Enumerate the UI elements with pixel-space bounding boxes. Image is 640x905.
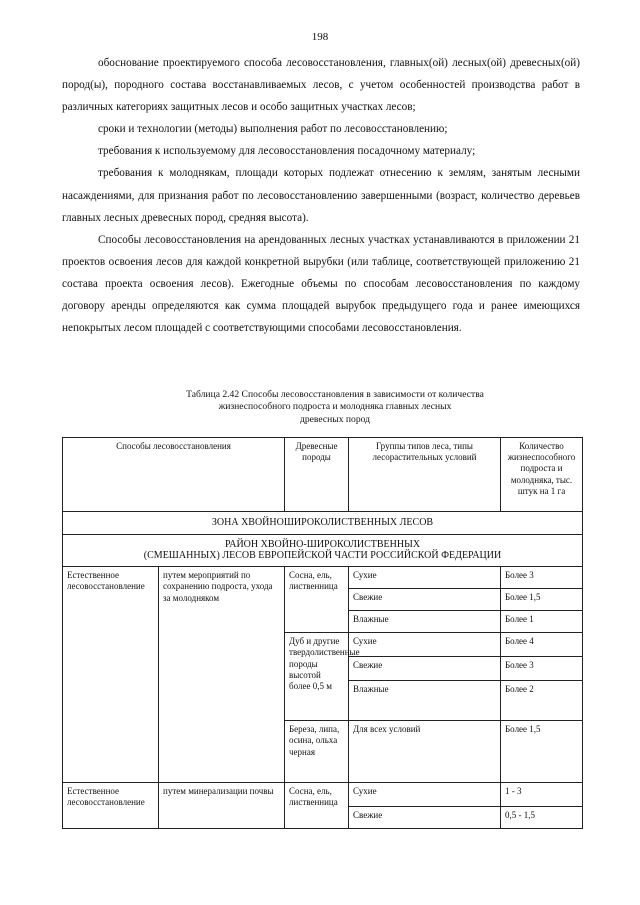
- paragraph: обоснование проектируемого способа лесовосстановления, главных(ой) лесных(ой) древесных(ой) пород(ы), породного состава восстанавливаемых лесов, с учетом особенностей производства работ в различных категориях защитных лесов и особо защитных участках лесов;: [62, 57, 580, 114]
- quantity-cell: Более 1: [501, 611, 583, 633]
- region-title-line: (СМЕШАННЫХ) ЛЕСОВ ЕВРОПЕЙСКОЙ ЧАСТИ РОССИЙСКОЙ ФЕДЕРАЦИИ: [143, 550, 502, 562]
- table-row: [63, 783, 583, 807]
- condition-cell: Свежие: [349, 589, 501, 611]
- quantity-cell: Более 1,5: [501, 589, 583, 611]
- caption-line: жизнеспособного подроста и молодняка главных лесных: [218, 401, 452, 413]
- page-number: 198: [311, 31, 329, 43]
- region-row: [63, 535, 583, 567]
- species-cell: Сосна, ель, лиственница: [285, 567, 349, 633]
- caption-line: Таблица 2.42 Способы лесовосстановления в зависимости от количества: [186, 389, 484, 400]
- header-methods: Способы лесовосстановления: [63, 438, 285, 512]
- zone-row: [63, 512, 583, 535]
- table-header-row: [63, 438, 583, 512]
- paragraph: сроки и технологии (методы) выполнения работ по лесовосстановлению;: [98, 123, 448, 136]
- quantity-cell: Более 3: [501, 657, 583, 681]
- paragraph: Способы лесовосстановления на арендованных лесных участках устанавливаются в приложении 21 проектов освоения лесов для каждой конкретной вырубки (или таблице, соответствующей приложению 21 состава проекта освоения лесов). Ежегодные объемы по способам лесовосстановления по каждому договору аренды определяются как сумма площадей вырубок предыдущего года и ранее имеющихся непокрытых лесом площадей с соответствующими способами лесовосстановления.: [62, 233, 580, 335]
- table-row: [63, 567, 583, 589]
- header-quantity: Количество жизнеспособного подроста и молодняка, тыс. штук на 1 га: [501, 438, 583, 512]
- condition-cell: Сухие: [349, 783, 501, 807]
- method-cell: Естественное лесовосстановление: [63, 567, 159, 783]
- paragraph: требования к молоднякам, площади которых подлежат отнесению к землям, занятым лесными насаждениями, для признания работ по лесовосстановлению завершенными (возраст, количество деревьев главных лесных древесных пород, средняя высота).: [62, 167, 580, 224]
- forest-restoration-table: [62, 437, 583, 829]
- zone-title: ЗОНА ХВОЙНОШИРОКОЛИСТВЕННЫХ ЛЕСОВ: [63, 512, 583, 535]
- species-cell: Сосна, ель, лиственница: [285, 783, 349, 829]
- condition-cell: Свежие: [349, 807, 501, 829]
- table-caption: [170, 389, 500, 426]
- condition-cell: Сухие: [349, 633, 501, 657]
- species-cell: Береза, липа, осина, ольха черная: [285, 721, 349, 783]
- condition-cell: Влажные: [349, 681, 501, 721]
- caption-line: древесных пород: [299, 413, 371, 425]
- species-cell: Дуб и другие твердолиственные породы высотой более 0,5 м: [285, 633, 349, 721]
- submethod-cell: путем минерализации почвы: [159, 783, 285, 829]
- condition-cell: Свежие: [349, 657, 501, 681]
- condition-cell: Сухие: [349, 567, 501, 589]
- quantity-cell: Более 2: [501, 681, 583, 721]
- condition-cell: Для всех условий: [349, 721, 501, 783]
- body-text: [62, 52, 580, 339]
- region-title-line: РАЙОН ХВОЙНО-ШИРОКОЛИСТВЕННЫХ: [224, 539, 421, 551]
- header-forest-groups: Группы типов леса, типы лесорастительных условий: [349, 438, 501, 512]
- quantity-cell: Более 4: [501, 633, 583, 657]
- quantity-cell: Более 1,5: [501, 721, 583, 783]
- method-cell: Естественное лесовосстановление: [63, 783, 159, 829]
- quantity-cell: 1 - 3: [501, 783, 583, 807]
- submethod-cell: путем мероприятий по сохранению подроста, ухода за молодняком: [159, 567, 285, 783]
- quantity-cell: Более 3: [501, 567, 583, 589]
- condition-cell: Влажные: [349, 611, 501, 633]
- paragraph: требования к используемому для лесовосстановления посадочному материалу;: [98, 145, 476, 158]
- header-species: Древесные породы: [285, 438, 349, 512]
- region-title: [63, 535, 583, 567]
- quantity-cell: 0,5 - 1,5: [501, 807, 583, 829]
